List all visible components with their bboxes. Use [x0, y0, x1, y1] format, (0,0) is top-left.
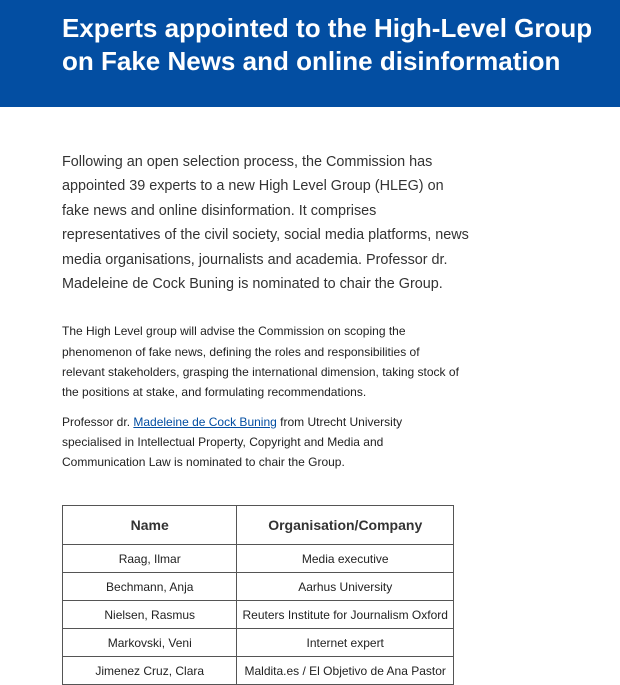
chair-suffix: from Utrecht University specialised in Intellectual Property, Copyright and Media and Communication Law is nominated to chair the Group.	[62, 414, 403, 470]
table-row	[63, 573, 454, 601]
advise-paragraph: The High Level group will advise the Commission on scoping the phenomenon of fake news, defining the roles and responsibilities of relevant stakeholders, grasping the international dimension, taking stock of the positions at stake, and formulating recommendations.	[62, 324, 459, 400]
column-header-organisation: Organisation/Company	[237, 506, 454, 545]
expert-name: Raag, Ilmar	[63, 545, 237, 573]
expert-name: Markovski, Veni	[63, 629, 237, 657]
page-header-banner	[0, 0, 620, 107]
table-row	[63, 601, 454, 629]
expert-name: Nielsen, Rasmus	[63, 601, 237, 629]
chair-name-link[interactable]: Madeleine de Cock Buning	[133, 414, 277, 429]
page-title: Experts appointed to the High-Level Group on Fake News and online disinformation	[62, 13, 593, 76]
table-row	[63, 657, 454, 685]
lead-paragraph: Following an open selection process, the Commission has appointed 39 experts to a new High Level Group (HLEG) on fake news and online disinformation. It comprises representatives of the civil society, social media platforms, news media organisations, journalists and academia. Professor dr. Madeleine de Cock Buning is nominated to chair the Group.	[62, 154, 469, 293]
expert-organisation: Reuters Institute for Journalism Oxford	[237, 601, 454, 629]
table-row	[63, 545, 454, 573]
experts-table	[62, 505, 454, 685]
expert-name: Bechmann, Anja	[63, 573, 237, 601]
expert-organisation: Aarhus University	[237, 573, 454, 601]
table-row	[63, 629, 454, 657]
article-body	[62, 150, 472, 473]
chair-paragraph	[62, 412, 462, 473]
table-header-row	[63, 506, 454, 545]
expert-name: Jimenez Cruz, Clara	[63, 657, 237, 685]
expert-organisation: Media executive	[237, 545, 454, 573]
column-header-name: Name	[63, 506, 237, 545]
expert-organisation: Maldita.es / El Objetivo de Ana Pastor	[237, 657, 454, 685]
chair-prefix: Professor dr.	[62, 414, 134, 429]
expert-organisation: Internet expert	[237, 629, 454, 657]
